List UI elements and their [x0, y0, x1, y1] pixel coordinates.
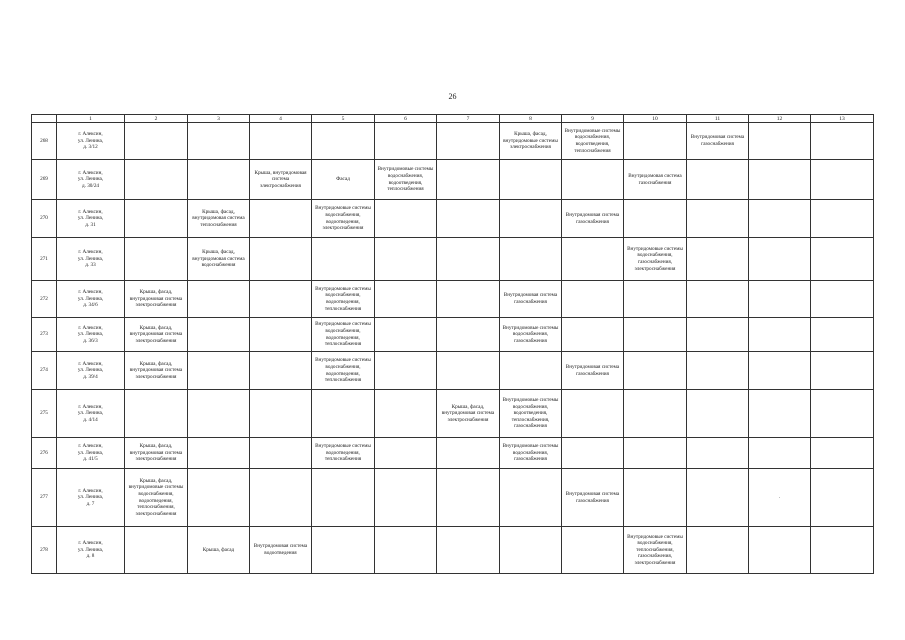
- row-number: 270: [32, 200, 57, 238]
- work-cell: [811, 160, 874, 200]
- address-line: д. 3/12: [83, 144, 98, 151]
- work-cell: Крыша, фасад, внутридомовые системы электроснабжения: [500, 123, 562, 160]
- work-cell: [437, 200, 500, 238]
- column-header: 7: [437, 115, 500, 123]
- work-cell: [375, 123, 437, 160]
- address-line: д. 41/5: [83, 456, 98, 463]
- work-cell: [437, 469, 500, 527]
- work-cell: [624, 352, 687, 390]
- work-cell: [749, 352, 811, 390]
- work-cell: [125, 238, 188, 281]
- table-row: [32, 238, 874, 281]
- work-cell: [375, 390, 437, 438]
- work-cell: [437, 160, 500, 200]
- work-cell: [250, 281, 312, 318]
- work-cell: [375, 281, 437, 318]
- address-line: г. Алексин,: [78, 487, 103, 494]
- work-cell: [624, 469, 687, 527]
- work-cell: [562, 438, 624, 469]
- work-cell: Крыша, внутридомовая система электроснабжения: [250, 160, 312, 200]
- work-cell: [250, 352, 312, 390]
- address-line: д. 34/6: [83, 302, 98, 309]
- table-row: [32, 318, 874, 352]
- work-cell: Внутридомовая система газоснабжения: [562, 469, 624, 527]
- work-cell: Крыша, фасад, внутридомовая система электроснабжения: [125, 438, 188, 469]
- work-cell: Крыша, фасад, внутридомовая система электроснабжения: [125, 281, 188, 318]
- header-cell-blank: [32, 115, 57, 123]
- work-cell: Внутридомовые системы водоснабжения, водоотведения, электроснабжения: [312, 200, 375, 238]
- work-cell: [188, 469, 250, 527]
- column-header: 11: [687, 115, 749, 123]
- address-line: г. Алексин,: [78, 208, 103, 215]
- address-line: ул. Ленина,: [77, 255, 104, 262]
- work-cell: [375, 200, 437, 238]
- work-cell: [749, 281, 811, 318]
- work-cell: [811, 200, 874, 238]
- table-row: [32, 160, 874, 200]
- work-cell: [811, 318, 874, 352]
- work-cell: Внутридомовые системы водоснабжения, водоотведения, теплоснабжения: [375, 160, 437, 200]
- work-cell: [125, 527, 188, 574]
- work-cell: [375, 469, 437, 527]
- address-line: ул. Ленина,: [77, 331, 104, 338]
- work-cell: [188, 390, 250, 438]
- address-line: д. 33: [85, 262, 96, 269]
- address-line: ул. Ленина,: [77, 410, 104, 417]
- table-header-row: [32, 115, 874, 123]
- work-cell: [687, 469, 749, 527]
- work-cell: [125, 160, 188, 200]
- work-cell: [125, 123, 188, 160]
- work-cell: [188, 352, 250, 390]
- work-cell: [250, 200, 312, 238]
- work-cell: [811, 390, 874, 438]
- work-cell: [687, 200, 749, 238]
- work-cell: [624, 123, 687, 160]
- work-cell: [687, 390, 749, 438]
- address-cell: [57, 160, 125, 200]
- address-line: г. Алексин,: [78, 249, 103, 256]
- address-line: г. Алексин,: [78, 540, 103, 547]
- work-cell: Внутридомовые системы водоснабжения, теплоснабжения, газоснабжения, электроснабжения: [624, 527, 687, 574]
- work-cell: [749, 123, 811, 160]
- column-header: 9: [562, 115, 624, 123]
- work-cell: [562, 527, 624, 574]
- work-cell: [749, 318, 811, 352]
- address-line: д. 36/3: [83, 337, 98, 344]
- address-cell: [57, 200, 125, 238]
- column-header: 3: [188, 115, 250, 123]
- work-cell: [749, 160, 811, 200]
- work-cell: [125, 390, 188, 438]
- address-line: ул. Ленина,: [77, 494, 104, 501]
- work-cell: [437, 438, 500, 469]
- address-line: д. 31: [85, 221, 96, 228]
- address-cell: [57, 527, 125, 574]
- work-cell: [437, 352, 500, 390]
- column-header: 2: [125, 115, 188, 123]
- address-line: д. 8: [86, 553, 95, 560]
- work-cell: [250, 238, 312, 281]
- address-cell: [57, 352, 125, 390]
- work-cell: [687, 352, 749, 390]
- work-cell: Внутридомовые системы водоснабжения, водоотведения, теплоснабжения: [312, 352, 375, 390]
- work-cell: Внутридомовая система газоснабжения: [500, 281, 562, 318]
- table-row: [32, 352, 874, 390]
- address-line: д. 7: [86, 500, 95, 507]
- address-cell: [57, 238, 125, 281]
- work-cell: [375, 438, 437, 469]
- work-cell: Внутридомовые системы водоснабжения, газоснабжения: [500, 438, 562, 469]
- work-cell: [250, 390, 312, 438]
- table-row: [32, 200, 874, 238]
- address-cell: [57, 469, 125, 527]
- table-row: [32, 469, 874, 527]
- address-line: ул. Ленина,: [77, 367, 104, 374]
- table-row: [32, 438, 874, 469]
- address-cell: [57, 318, 125, 352]
- address-line: г. Алексин,: [78, 324, 103, 331]
- row-number: 269: [32, 160, 57, 200]
- column-header: 13: [811, 115, 874, 123]
- address-line: г. Алексин,: [78, 403, 103, 410]
- work-cell: [188, 318, 250, 352]
- address-line: д. 4/14: [83, 416, 98, 423]
- work-cell: [250, 318, 312, 352]
- work-cell: [811, 438, 874, 469]
- address-line: ул. Ленина,: [77, 546, 104, 553]
- row-number: 268: [32, 123, 57, 160]
- work-cell: [687, 318, 749, 352]
- work-cell: Внутридомовые системы водоснабжения, водоотведения, теплоснабжения, газоснабжения: [500, 390, 562, 438]
- work-cell: Внутридомовая система газоснабжения: [687, 123, 749, 160]
- work-cell: Внутридомовые системы водоснабжения, водоотведения, теплоснабжения: [562, 123, 624, 160]
- work-cell: [624, 318, 687, 352]
- work-cell: [749, 238, 811, 281]
- column-header: 1: [57, 115, 125, 123]
- column-header: 5: [312, 115, 375, 123]
- work-cell: [687, 438, 749, 469]
- work-cell: Крыша, фасад, внутридомовая система водоснабжения: [188, 238, 250, 281]
- work-cell: [811, 281, 874, 318]
- work-cell: [437, 123, 500, 160]
- address-line: г. Алексин,: [78, 169, 103, 176]
- repair-schedule-table: [31, 114, 874, 574]
- row-number: 278: [32, 527, 57, 574]
- work-cell: [562, 390, 624, 438]
- work-cell: [375, 238, 437, 281]
- address-line: ул. Ленина,: [77, 137, 104, 144]
- table-row: [32, 390, 874, 438]
- work-cell: [500, 238, 562, 281]
- work-cell: Внутридомовая система газоснабжения: [562, 352, 624, 390]
- work-cell: [312, 527, 375, 574]
- work-cell: [188, 160, 250, 200]
- work-cell: Крыша, фасад, внутридомовая система электроснабжения: [437, 390, 500, 438]
- work-cell: [500, 469, 562, 527]
- row-number: 272: [32, 281, 57, 318]
- work-cell: Крыша, фасад, внутридомовые системы водоснабжения, водоотведения, теплоснабжения, электроснабжения: [125, 469, 188, 527]
- work-cell: [375, 352, 437, 390]
- address-line: ул. Ленина,: [77, 176, 104, 183]
- address-cell: [57, 281, 125, 318]
- work-cell: [500, 352, 562, 390]
- work-cell: [375, 318, 437, 352]
- work-cell: [500, 200, 562, 238]
- column-header: 8: [500, 115, 562, 123]
- column-header: 10: [624, 115, 687, 123]
- work-cell: [687, 238, 749, 281]
- work-cell: [188, 281, 250, 318]
- address-line: ул. Ленина,: [77, 215, 104, 222]
- address-line: ул. Ленина,: [77, 449, 104, 456]
- table-body: [32, 123, 874, 574]
- work-cell: [624, 281, 687, 318]
- work-cell: [562, 281, 624, 318]
- address-line: г. Алексин,: [78, 360, 103, 367]
- work-cell: [562, 318, 624, 352]
- work-cell: [437, 238, 500, 281]
- work-cell: Крыша, фасад, внутридомовая система электроснабжения: [125, 318, 188, 352]
- work-cell: [749, 438, 811, 469]
- row-number: 271: [32, 238, 57, 281]
- work-cell: [562, 160, 624, 200]
- address-line: д. 39/4: [83, 373, 98, 380]
- row-number: 276: [32, 438, 57, 469]
- work-cell: [437, 318, 500, 352]
- table-row: [32, 527, 874, 574]
- work-cell: [811, 527, 874, 574]
- column-header: 12: [749, 115, 811, 123]
- work-cell: [437, 527, 500, 574]
- work-cell: [687, 281, 749, 318]
- address-line: г. Алексин,: [78, 443, 103, 450]
- address-line: д. 30/24: [81, 182, 100, 189]
- work-cell: [687, 527, 749, 574]
- work-cell: [250, 438, 312, 469]
- work-cell: Внутридомовые системы водоснабжения, водоотведения, теплоснабжения: [312, 281, 375, 318]
- work-cell: [188, 123, 250, 160]
- work-cell: [624, 390, 687, 438]
- work-cell: [749, 390, 811, 438]
- work-cell: [375, 527, 437, 574]
- address-cell: [57, 390, 125, 438]
- work-cell: [624, 438, 687, 469]
- work-cell: [749, 527, 811, 574]
- row-number: 277: [32, 469, 57, 527]
- work-cell: [437, 281, 500, 318]
- page-number: 26: [448, 92, 457, 101]
- work-cell: [312, 238, 375, 281]
- work-cell: [500, 160, 562, 200]
- work-cell: Крыша, фасад, внутридомовая система электроснабжения: [125, 352, 188, 390]
- address-cell: [57, 123, 125, 160]
- work-cell: Фасад: [312, 160, 375, 200]
- work-cell: [811, 352, 874, 390]
- work-cell: Внутридомовая система газоснабжения: [624, 160, 687, 200]
- work-cell: [811, 469, 874, 527]
- address-line: г. Алексин,: [78, 289, 103, 296]
- work-cell: Внутридомовые системы водоснабжения, газоснабжения, электроснабжения: [624, 238, 687, 281]
- work-cell: Внутридомовая система газоснабжения: [562, 200, 624, 238]
- work-cell: [312, 123, 375, 160]
- row-number: 274: [32, 352, 57, 390]
- work-cell: [811, 123, 874, 160]
- work-cell: [749, 200, 811, 238]
- work-cell: Внутридомовая система водоотведения: [250, 527, 312, 574]
- table-row: [32, 123, 874, 160]
- column-header: 6: [375, 115, 437, 123]
- work-cell: [250, 469, 312, 527]
- address-line: ул. Ленина,: [77, 295, 104, 302]
- work-cell: Крыша, фасад: [188, 527, 250, 574]
- work-cell: [624, 200, 687, 238]
- work-cell: Внутридомовые системы водоснабжения, газоснабжения: [500, 318, 562, 352]
- work-cell: [125, 200, 188, 238]
- work-cell: [312, 469, 375, 527]
- work-cell: Внутридомовые системы водоотведения, теплоснабжения: [312, 438, 375, 469]
- row-number: 275: [32, 390, 57, 438]
- table-row: [32, 281, 874, 318]
- work-cell: [188, 438, 250, 469]
- work-cell: [500, 527, 562, 574]
- address-line: г. Алексин,: [78, 131, 103, 138]
- address-cell: [57, 438, 125, 469]
- work-cell: [811, 238, 874, 281]
- work-cell: Крыша, фасад, внутридомовая система теплоснабжения: [188, 200, 250, 238]
- work-cell: [562, 238, 624, 281]
- work-cell: [687, 160, 749, 200]
- column-header: 4: [250, 115, 312, 123]
- work-cell: .: [749, 469, 811, 527]
- row-number: 273: [32, 318, 57, 352]
- work-cell: Внутридомовые системы водоснабжения, водоотведения, теплоснабжения: [312, 318, 375, 352]
- work-cell: [312, 390, 375, 438]
- work-cell: [250, 123, 312, 160]
